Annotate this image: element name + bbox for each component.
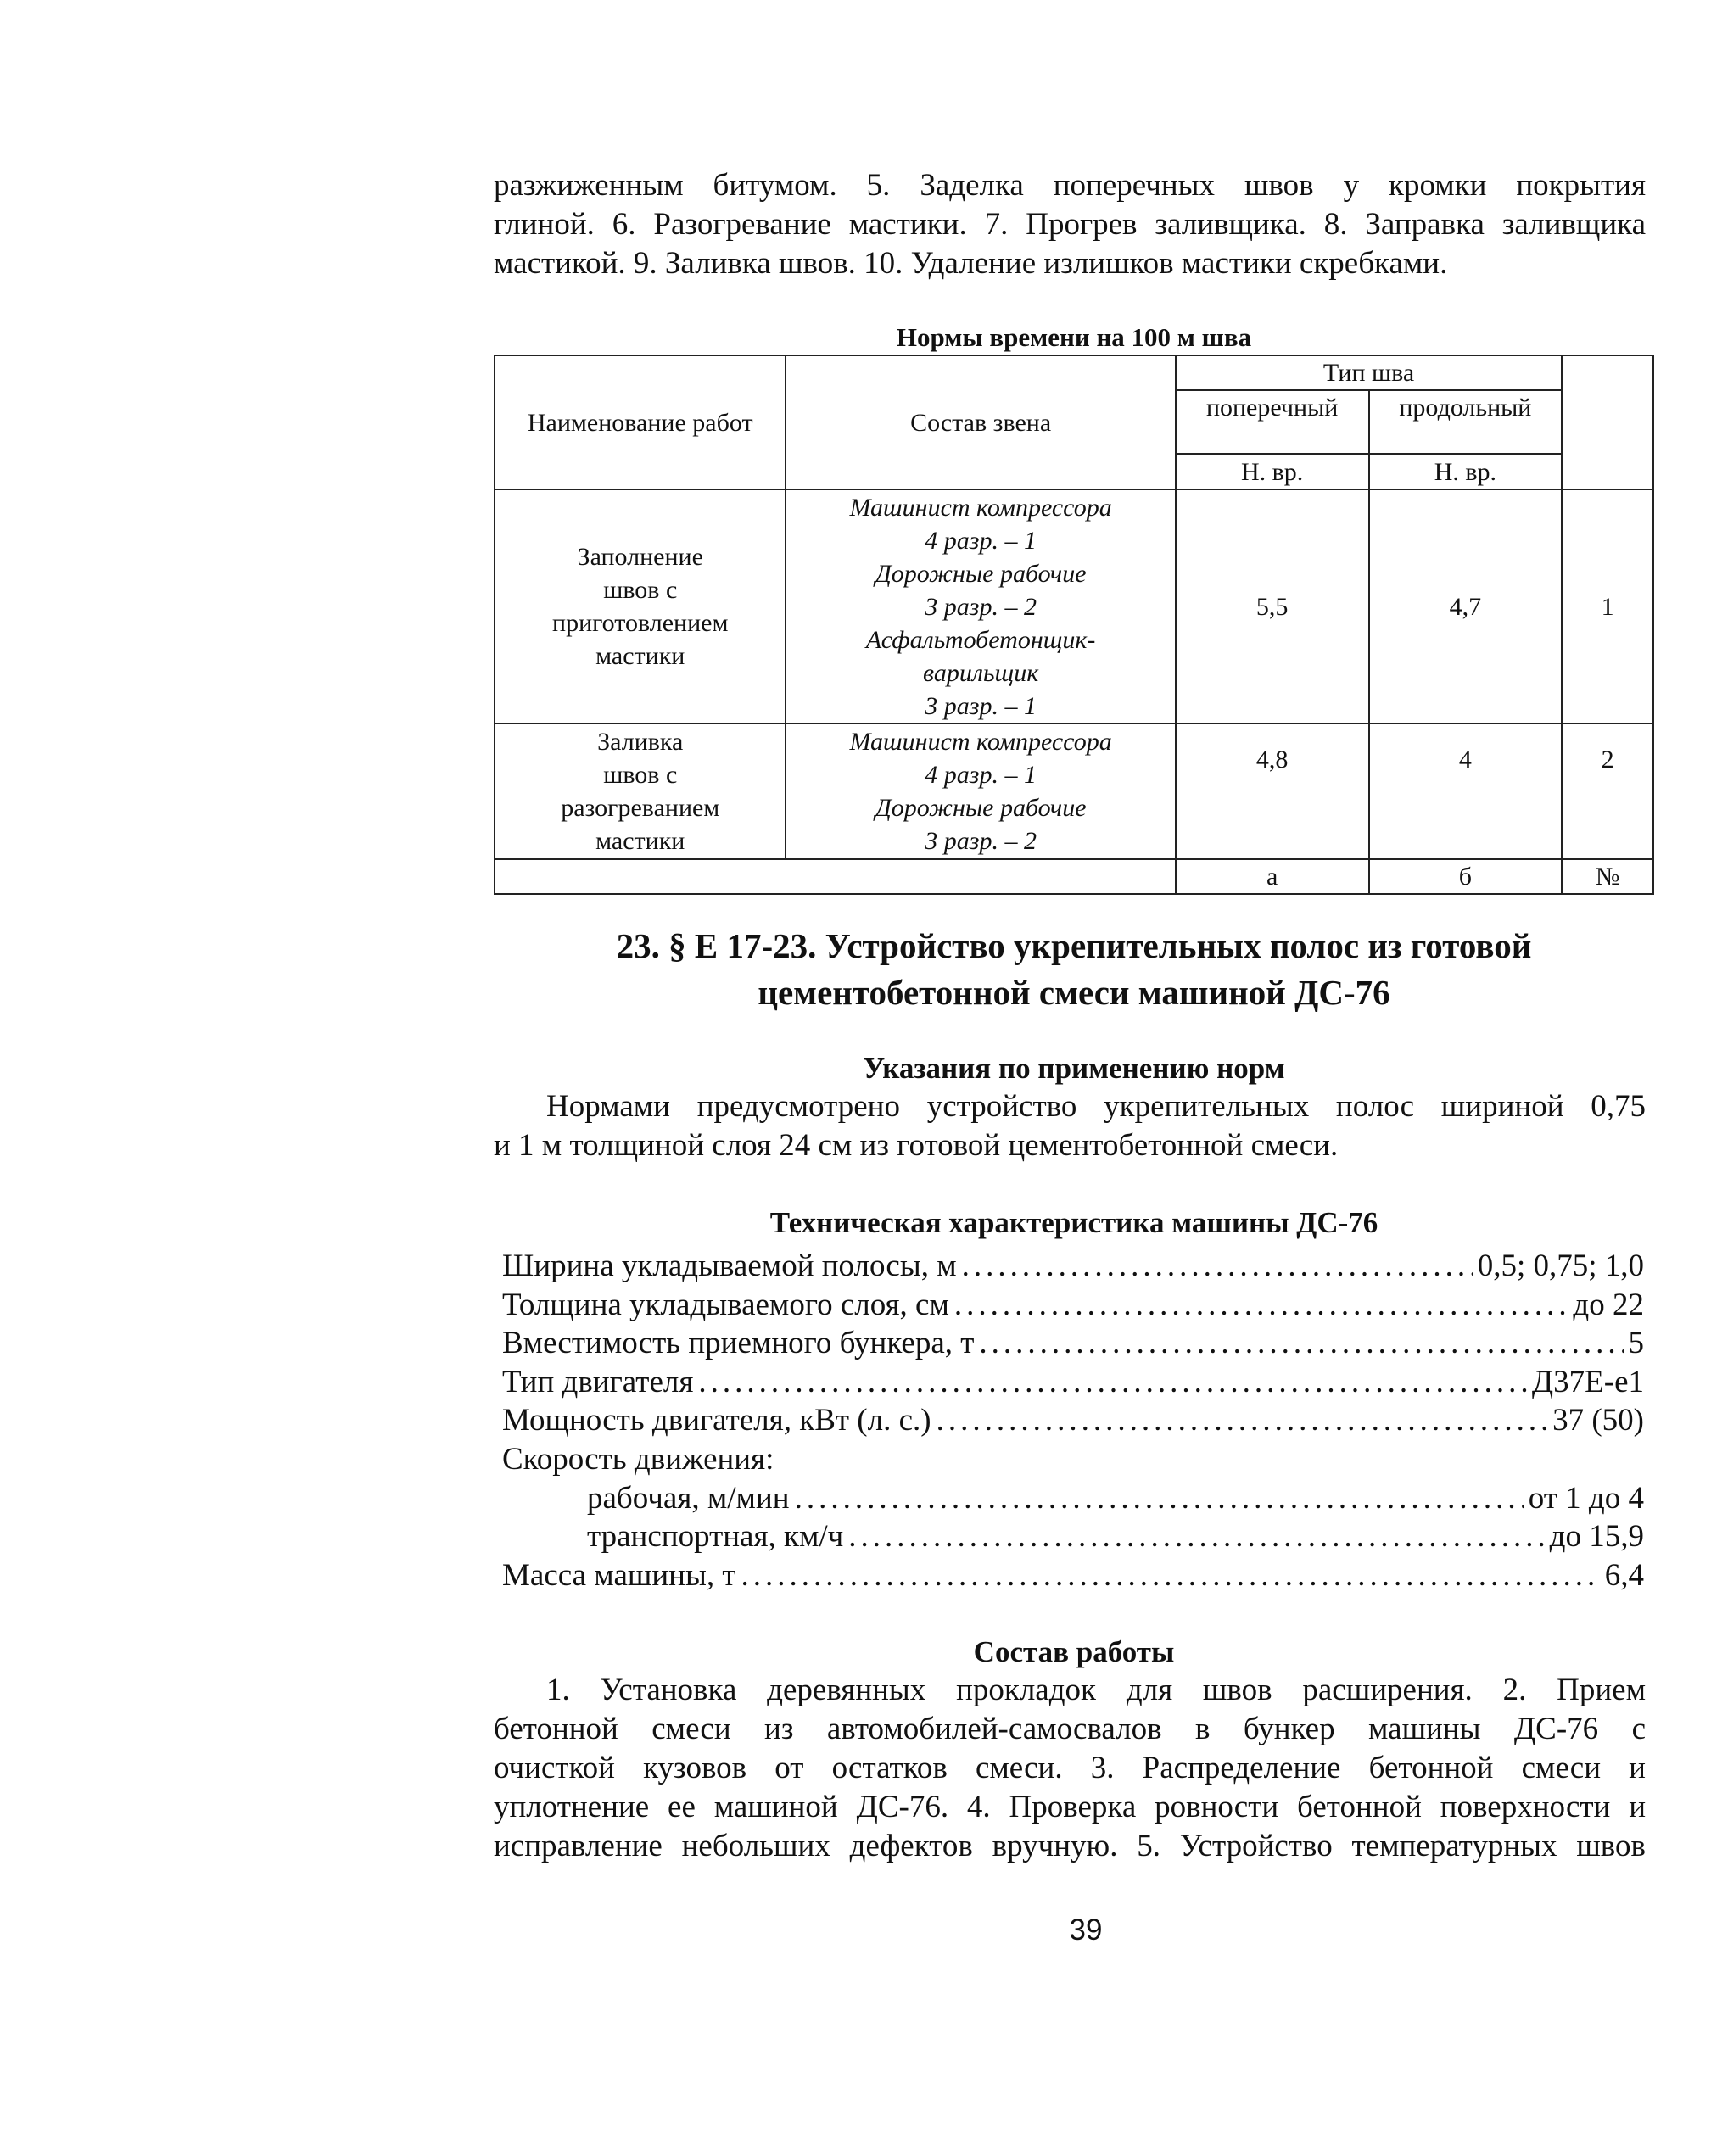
intro-paragraph [494, 166, 1646, 283]
spec-row: Мощность двигателя, кВт (л. с.) ..... 37 (50) [502, 1401, 1644, 1440]
table-caption: Нормы времени на 100 м шва [896, 322, 1252, 352]
spec-row: Скорость движения: [502, 1441, 774, 1477]
row-number: 2 [1562, 723, 1653, 859]
table-footer-row [495, 859, 1653, 894]
header-transverse: поперечный [1176, 390, 1369, 454]
usage-paragraph: Нормами предусмотрено устройство укрепительных полос шириной 0,75 и 1 м толщиной слоя 24 см из готовой цементобетонной смеси. [494, 1089, 1646, 1163]
row-transverse-value: 4,8 [1176, 723, 1369, 859]
header-number-blank [1562, 355, 1653, 489]
header-seam-type: Тип шва [1176, 355, 1563, 390]
header-crew: Состав звена [786, 355, 1175, 489]
table-row [495, 489, 1653, 723]
header-unit-a: Н. вр. [1176, 454, 1369, 489]
norms-table [494, 355, 1654, 895]
footer-a: а [1176, 859, 1369, 894]
footer-b: б [1369, 859, 1563, 894]
row-work-name: Заполнение швов с приготовлением мастики [495, 489, 786, 723]
page-number: 39 [1069, 1913, 1103, 1947]
usage-heading: Указания по применению норм [863, 1052, 1285, 1085]
header-work-name: Наименование работ [495, 355, 786, 489]
intro-line: глиной. 6. Разогревание мастики. 7. Прогрев заливщика. 8. Заправка заливщика [494, 207, 1646, 242]
row-crew: Машинист компрессора 4 разр. – 1 Дорожные рабочие 3 разр. – 2 [786, 723, 1175, 859]
table-row [495, 723, 1653, 859]
row-number: 1 [1562, 489, 1653, 723]
intro-line: разжиженным битумом. 5. Заделка поперечных швов у кромки покрытия [494, 168, 1646, 203]
specs-heading: Техническая характеристика машины ДС-76 [769, 1206, 1378, 1239]
header-longitudinal: продольный [1369, 390, 1563, 454]
row-work-name: Заливка швов с разогреванием мастики [495, 723, 786, 859]
spec-row: Толщина укладываемого слоя, см ..... до 22 [502, 1286, 1644, 1325]
header-unit-b: Н. вр. [1369, 454, 1563, 489]
footer-num: № [1562, 859, 1653, 894]
intro-line: мастикой. 9. Заливка швов. 10. Удаление излишков мастики скребками. [494, 246, 1448, 281]
specs-list [502, 1247, 1644, 1595]
work-heading: Состав работы [973, 1635, 1175, 1668]
spec-row: Ширина укладываемой полосы, м ..... 0,5; 0,75; 1,0 [502, 1247, 1644, 1286]
footer-blank [495, 859, 1176, 894]
spec-row: Масса машины, т ..... 6,4 [502, 1556, 1644, 1595]
spec-row: Вместимость приемного бункера, т ..... 5 [502, 1324, 1644, 1363]
row-longitudinal-value: 4,7 [1369, 489, 1563, 723]
spec-row: Тип двигателя ..... Д37Е-е1 [502, 1363, 1644, 1402]
spec-row: транспортная, км/ч ..... до 15,9 [502, 1517, 1644, 1556]
section-title: 23. § Е 17-23. Устройство укрепительных полос из готовой цементобетонной смеси машиной ДС-76 [616, 926, 1532, 1012]
spec-row: рабочая, м/мин ..... от 1 до 4 [502, 1479, 1644, 1518]
work-paragraph: 1. Установка деревянных прокладок для швов расширения. 2. Прием бетонной смеси из автомобилей-самосвалов в бункер машины ДС-76 с очисткой кузовов от остатков смеси. 3. Распределение бетонной смеси и уплотнение ее машиной ДС-76. 4. Проверка ровности бетонной поверхности и исправление небольших дефектов вручную. 5. Устройство температурных швов [494, 1673, 1646, 1863]
row-transverse-value: 5,5 [1176, 489, 1369, 723]
row-crew: Машинист компрессора 4 разр. – 1 Дорожные рабочие 3 разр. – 2 Асфальтобетонщик- варильщик 3 разр. – 1 [786, 489, 1175, 723]
row-longitudinal-value: 4 [1369, 723, 1563, 859]
